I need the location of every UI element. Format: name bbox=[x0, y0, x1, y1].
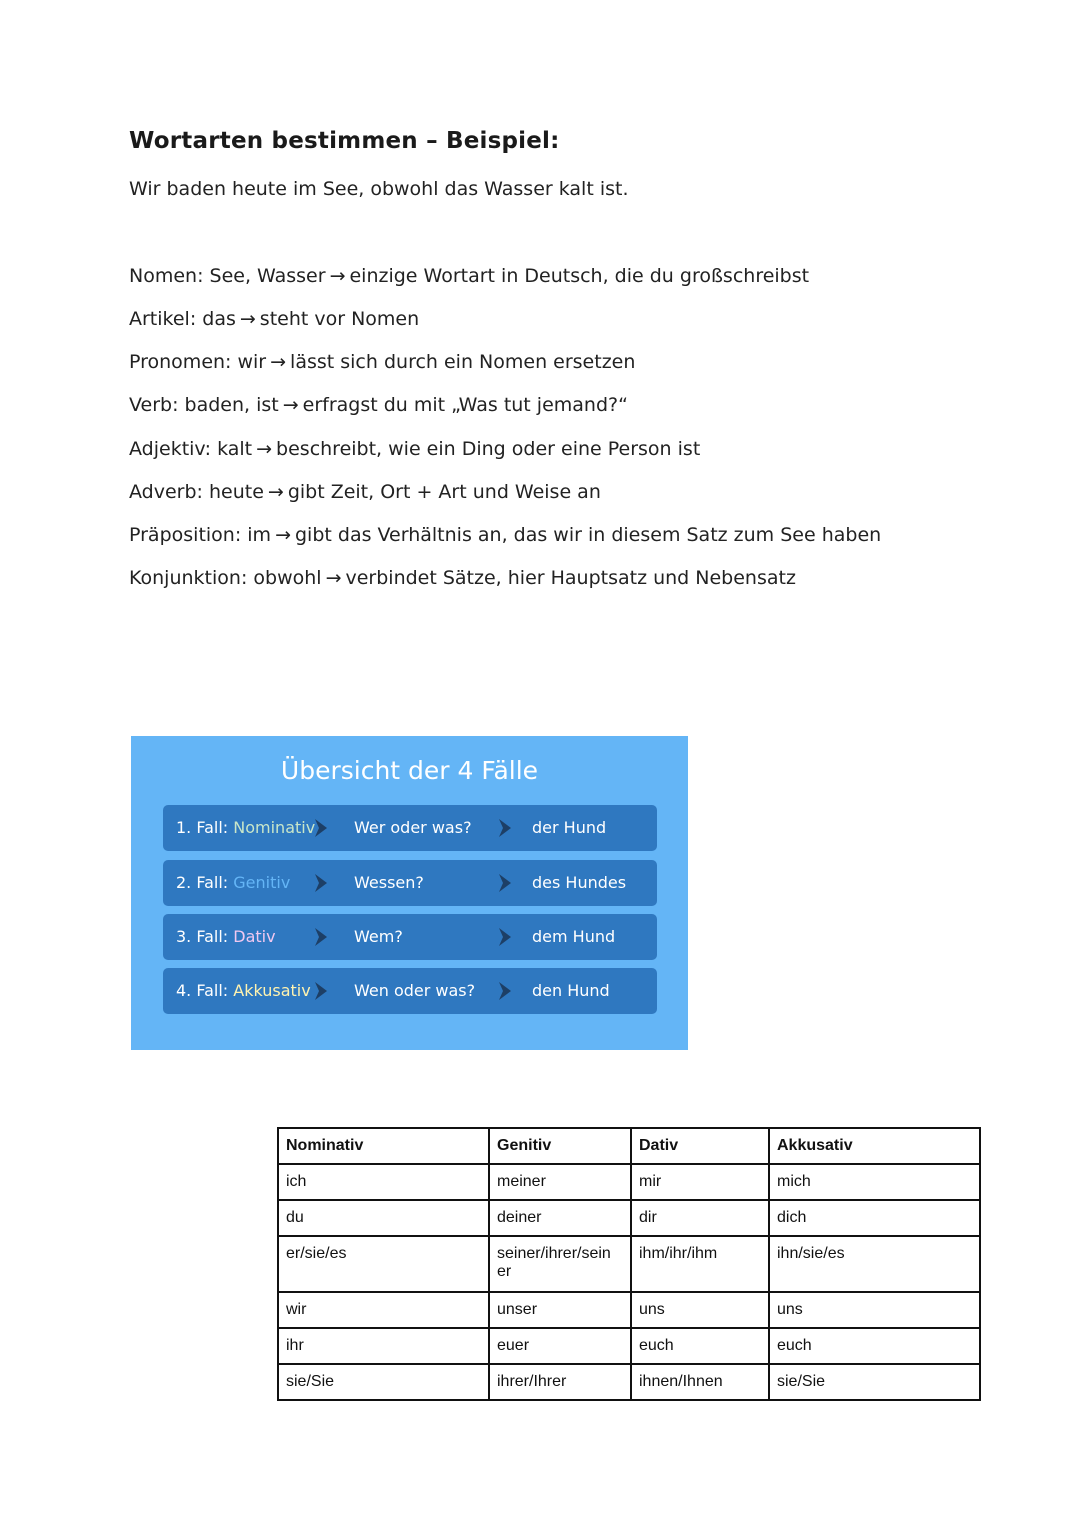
fall-example: den Hund bbox=[532, 981, 610, 1000]
fall-question: Wer oder was? bbox=[354, 818, 472, 837]
wortart-explanation: gibt das Verhältnis an, das wir in diesem Satz zum See haben bbox=[295, 524, 882, 546]
column-header: Akkusativ bbox=[769, 1128, 980, 1164]
table-row bbox=[278, 1292, 980, 1328]
wortart-explanation: verbindet Sätze, hier Hauptsatz und Nebensatz bbox=[345, 567, 796, 589]
table-cell: sie/Sie bbox=[278, 1364, 489, 1400]
table-row bbox=[278, 1236, 980, 1292]
wortart-explanation: einzige Wortart in Deutsch, die du großschreibst bbox=[349, 265, 810, 287]
fall-label: 2. Fall: Genitiv bbox=[176, 873, 291, 892]
table-row bbox=[278, 1164, 980, 1200]
fall-label: 4. Fall: Akkusativ bbox=[176, 981, 311, 1000]
fall-example: der Hund bbox=[532, 818, 607, 837]
table-cell: seiner/ihrer/sein er bbox=[489, 1236, 631, 1292]
arrow-right-icon: → bbox=[282, 394, 299, 416]
wortart-item-adverb bbox=[129, 481, 601, 503]
fall-question: Wem? bbox=[354, 927, 403, 946]
wortart-label: Adjektiv: kalt bbox=[129, 438, 253, 460]
table-cell: meiner bbox=[489, 1164, 631, 1200]
arrow-right-icon: → bbox=[270, 351, 287, 373]
pronoun-table bbox=[277, 1127, 981, 1401]
table-header-row bbox=[278, 1128, 980, 1164]
wortart-item-adjektiv bbox=[129, 438, 700, 460]
table-cell: euch bbox=[769, 1328, 980, 1364]
chevron-right-icon bbox=[313, 981, 329, 1001]
table-cell: euch bbox=[631, 1328, 769, 1364]
arrow-right-icon: → bbox=[267, 481, 284, 503]
fall-row-akkusativ bbox=[163, 968, 657, 1014]
column-header: Nominativ bbox=[278, 1128, 489, 1164]
wortart-item-pronomen bbox=[129, 351, 635, 373]
table-row bbox=[278, 1364, 980, 1400]
table-cell: ihm/ihr/ihm bbox=[631, 1236, 769, 1292]
chevron-right-icon bbox=[313, 873, 329, 893]
table-row bbox=[278, 1200, 980, 1236]
wortart-item-praeposition bbox=[129, 524, 881, 546]
wortart-explanation: gibt Zeit, Ort + Art und Weise an bbox=[287, 481, 601, 503]
chevron-right-icon bbox=[497, 873, 513, 893]
arrow-right-icon: → bbox=[256, 438, 273, 460]
wortart-item-verb bbox=[129, 394, 628, 416]
table-cell: sie/Sie bbox=[769, 1364, 980, 1400]
fall-label: 1. Fall: Nominativ bbox=[176, 818, 316, 837]
wortart-item-nomen bbox=[129, 265, 809, 287]
fall-row-nominativ bbox=[163, 805, 657, 851]
fall-label: 3. Fall: Dativ bbox=[176, 927, 276, 946]
example-sentence: Wir baden heute im See, obwohl das Wasser kalt ist. bbox=[129, 178, 629, 200]
wortart-label: Nomen: See, Wasser bbox=[129, 265, 326, 287]
page-heading: Wortarten bestimmen – Beispiel: bbox=[129, 128, 560, 154]
wortart-label: Verb: baden, ist bbox=[129, 394, 279, 416]
fall-question: Wen oder was? bbox=[354, 981, 476, 1000]
table-cell: ihnen/Ihnen bbox=[631, 1364, 769, 1400]
table-row bbox=[278, 1328, 980, 1364]
table-cell: uns bbox=[769, 1292, 980, 1328]
table-cell: du bbox=[278, 1200, 489, 1236]
arrow-right-icon: → bbox=[329, 265, 346, 287]
table-cell: uns bbox=[631, 1292, 769, 1328]
arrow-right-icon: → bbox=[239, 308, 256, 330]
chevron-right-icon bbox=[313, 818, 329, 838]
fall-question: Wessen? bbox=[354, 873, 424, 892]
table-cell: dir bbox=[631, 1200, 769, 1236]
table-cell: er/sie/es bbox=[278, 1236, 489, 1292]
table-cell: mich bbox=[769, 1164, 980, 1200]
wortart-label: Präposition: im bbox=[129, 524, 272, 546]
chevron-right-icon bbox=[497, 981, 513, 1001]
arrow-right-icon: → bbox=[275, 524, 291, 546]
column-header: Genitiv bbox=[489, 1128, 631, 1164]
fall-example: des Hundes bbox=[532, 873, 627, 892]
chevron-right-icon bbox=[497, 818, 513, 838]
faelle-overview-graphic bbox=[131, 736, 688, 1050]
chevron-right-icon bbox=[313, 927, 329, 947]
column-header: Dativ bbox=[631, 1128, 769, 1164]
table-cell: dich bbox=[769, 1200, 980, 1236]
fall-example: dem Hund bbox=[532, 927, 616, 946]
fall-row-genitiv bbox=[163, 860, 657, 906]
wortart-explanation: erfragst du mit „Was tut jemand?“ bbox=[302, 394, 628, 416]
wortart-label: Pronomen: wir bbox=[129, 351, 267, 373]
wortart-label: Adverb: heute bbox=[129, 481, 264, 503]
table-cell: unser bbox=[489, 1292, 631, 1328]
wortart-explanation: steht vor Nomen bbox=[259, 308, 420, 330]
wortart-label: Konjunktion: obwohl bbox=[129, 567, 322, 589]
table-cell: ich bbox=[278, 1164, 489, 1200]
wortart-item-artikel bbox=[129, 308, 419, 330]
chevron-right-icon bbox=[497, 927, 513, 947]
table-cell: ihn/sie/es bbox=[769, 1236, 980, 1292]
fall-row-dativ bbox=[163, 914, 657, 960]
table-cell: wir bbox=[278, 1292, 489, 1328]
arrow-right-icon: → bbox=[325, 567, 342, 589]
wortart-explanation: lässt sich durch ein Nomen ersetzen bbox=[290, 351, 636, 373]
wortart-item-konjunktion bbox=[129, 567, 796, 589]
wortart-explanation: beschreibt, wie ein Ding oder eine Person ist bbox=[276, 438, 701, 460]
faelle-title: Übersicht der 4 Fälle bbox=[280, 756, 539, 785]
table-cell: deiner bbox=[489, 1200, 631, 1236]
wortart-label: Artikel: das bbox=[129, 308, 236, 330]
table-cell: ihrer/Ihrer bbox=[489, 1364, 631, 1400]
table-cell: ihr bbox=[278, 1328, 489, 1364]
table-cell: mir bbox=[631, 1164, 769, 1200]
table-cell: euer bbox=[489, 1328, 631, 1364]
